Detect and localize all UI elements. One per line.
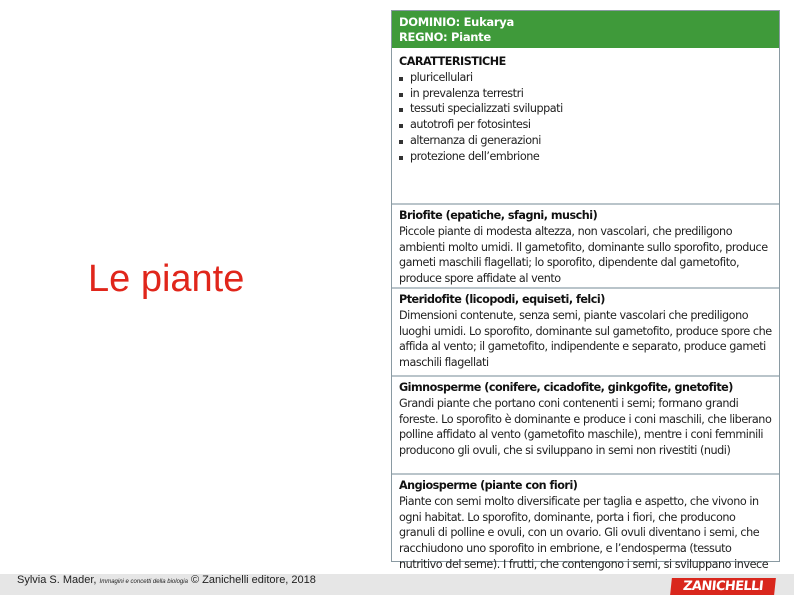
section-text: Dimensioni contenute, senza semi, piante vascolari che prediligono luoghi umidi. Lo sporofito, dominante sul gametofito, produce spore che affida al vento; il gametofito, indipendente e separato, produce gameti maschili flagellati	[399, 308, 772, 370]
section-title: Pteridofite (licopodi, equiseti, felci)	[399, 293, 605, 306]
pteridophytes-section	[392, 287, 779, 375]
footer-book-title: Immagini e concetti della biologia	[99, 579, 188, 585]
list-item: tessuti specializzati sviluppati	[399, 101, 773, 117]
footer-credit	[17, 574, 316, 586]
list-item: alternanza di generazioni	[399, 133, 773, 149]
domain-label: DOMINIO: Eukarya	[399, 15, 514, 29]
bryophytes-section	[392, 203, 779, 287]
section-text: Piante con semi molto diversificate per taglia e aspetto, che vivono in ogni habitat. Lo sporofito, dominante, porta i fiori, che producono granuli di polline e ovuli, con un ovario. Gli ovuli diventano i semi, che racchiudono uno sporofito in embrione, e l’endosperma (tessuto nutritivo del seme). I frutti, che contengono i semi, si sviluppano invece	[399, 494, 769, 571]
list-item: pluricellulari	[399, 70, 773, 86]
characteristics-title: CARATTERISTICHE	[399, 55, 506, 68]
kingdom-label: REGNO: Piante	[399, 30, 491, 44]
section-title: Briofite (epatiche, sfagni, muschi)	[399, 209, 598, 222]
footer-copyright: © Zanichelli editore, 2018	[187, 574, 316, 586]
zanichelli-logo: ZANICHELLI	[670, 578, 776, 595]
list-item: protezione dell’embrione	[399, 149, 773, 165]
footer-author: Sylvia S. Mader,	[17, 574, 100, 586]
list-item: in prevalenza terrestri	[399, 86, 773, 102]
characteristics-section	[392, 48, 779, 203]
section-title: Angiosperme (piante con fiori)	[399, 479, 578, 492]
panel-header	[392, 11, 779, 48]
gymnosperms-section	[392, 375, 779, 473]
slide-title: Le piante	[88, 258, 245, 300]
classification-panel	[391, 10, 780, 571]
list-item: autotrofi per fotosintesi	[399, 117, 773, 133]
section-text: Piccole piante di modesta altezza, non vascolari, che prediligono ambienti molto umidi. Il gametofito, dominante sullo sporofito, produce gameti maschili flagellati; lo sporofito, dipendente dal gametofito, produce spore affidate al vento	[399, 224, 768, 286]
section-text: Grandi piante che portano coni contenenti i semi; formano grandi foreste. Lo sporofito è dominante e produce i coni maschili, che liberano polline affidato al vento (gametofito maschile), mentre i coni femminili producono gli ovuli, che si sviluppano in semi non rivestiti (nudi)	[399, 396, 772, 458]
characteristics-list	[399, 70, 773, 165]
section-title: Gimnosperme (conifere, cicadofite, ginkgofite, gnetofite)	[399, 381, 733, 394]
